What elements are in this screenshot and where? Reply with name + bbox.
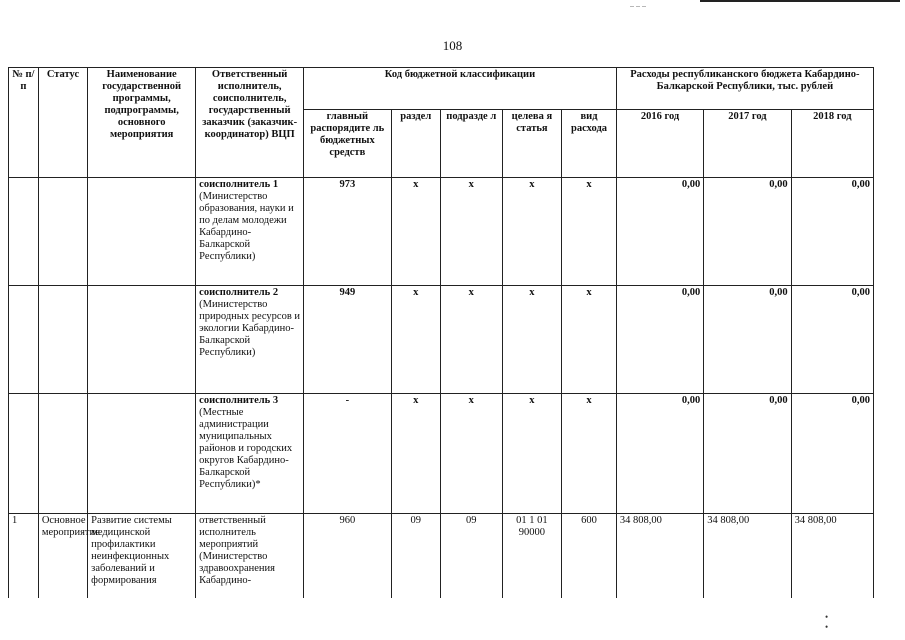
cell-grbs: 960 [304, 514, 391, 598]
col-num-header: № п/п [9, 68, 39, 178]
cell-name: Развитие системы медицинской профилактики неинфекционных заболеваний и формирования [88, 514, 196, 598]
cell-num: 1 [9, 514, 39, 598]
page-number: 108 [442, 38, 463, 53]
budget-code-header: Код бюджетной классификации [304, 68, 617, 110]
cell-kind: x [562, 178, 617, 286]
cell-section: 09 [391, 514, 440, 598]
cell-2017: 0,00 [704, 178, 791, 286]
cell-2016: 0,00 [616, 286, 703, 394]
cell-subsection: x [440, 286, 502, 394]
cell-responsible [196, 514, 304, 598]
cell-target: x [502, 178, 562, 286]
cell-name [88, 286, 196, 394]
scan-line [700, 0, 900, 2]
cell-2017: 0,00 [704, 394, 791, 514]
resp-body: (Министерство природных ресурсов и экологии Кабардино-Балкарской Республики) [199, 299, 301, 358]
cell-kind: x [562, 286, 617, 394]
col-2017-header: 2017 год [704, 110, 791, 178]
col-grbs-header: главный распорядите ль бюджетных средств [304, 110, 391, 178]
cell-target: x [502, 394, 562, 514]
cell-2016: 0,00 [616, 394, 703, 514]
cell-grbs: - [304, 394, 391, 514]
cell-status [38, 394, 87, 514]
table-row [9, 394, 874, 514]
table-row [9, 286, 874, 394]
cell-target: 01 1 01 90000 [502, 514, 562, 598]
cell-subsection: x [440, 394, 502, 514]
col-responsible-header: Ответственный исполнитель, соисполнитель, государственный заказчик (заказчик-координатор) ВЦП [196, 68, 304, 178]
cell-2018: 0,00 [791, 178, 873, 286]
cell-subsection: x [440, 178, 502, 286]
header-row-1 [9, 68, 874, 110]
cell-responsible [196, 286, 304, 394]
cell-2017: 0,00 [704, 286, 791, 394]
cell-2018: 0,00 [791, 394, 873, 514]
cell-responsible [196, 178, 304, 286]
cell-kind: x [562, 394, 617, 514]
resp-body: (Местные администрации муниципальных районов и городских округов Кабардино-Балкарской Республики)* [199, 407, 293, 490]
table-row [9, 514, 874, 598]
cell-section: x [391, 178, 440, 286]
table-row [9, 178, 874, 286]
cell-2018: 0,00 [791, 286, 873, 394]
col-name-header: Наименование государственной программы, подпрограммы, основного мероприятия [88, 68, 196, 178]
cell-responsible [196, 394, 304, 514]
cell-section: x [391, 394, 440, 514]
expenses-header: Расходы республиканского бюджета Кабардино-Балкарской Республики, тыс. рублей [616, 68, 873, 110]
resp-title: соисполнитель 3 [199, 395, 279, 406]
col-2016-header: 2016 год [616, 110, 703, 178]
resp-title: соисполнитель 2 [199, 287, 279, 298]
resp-body: ответственный исполнитель мероприятий (Министерство здравоохранения Кабардино- [199, 515, 275, 586]
col-section-header: раздел [391, 110, 440, 178]
resp-title: соисполнитель 1 [199, 179, 279, 190]
cell-num [9, 178, 39, 286]
col-status-header: Статус [38, 68, 87, 178]
cell-num [9, 394, 39, 514]
cell-status [38, 286, 87, 394]
cell-grbs: 949 [304, 286, 391, 394]
cell-subsection: 09 [440, 514, 502, 598]
resp-body: (Министерство образования, науки и по делам молодежи Кабардино-Балкарской Республики) [199, 191, 294, 262]
cell-num [9, 286, 39, 394]
cell-status: Основное мероприятие [38, 514, 87, 598]
cell-section: x [391, 286, 440, 394]
cell-2018: 34 808,00 [791, 514, 873, 598]
col-kind-header: вид расхода [562, 110, 617, 178]
budget-table [8, 67, 874, 598]
col-subsection-header: подразде л [440, 110, 502, 178]
cell-name [88, 178, 196, 286]
cell-kind: 600 [562, 514, 617, 598]
cell-2017: 34 808,00 [704, 514, 791, 598]
col-2018-header: 2018 год [791, 110, 873, 178]
scan-mark: .. .. .. [630, 0, 646, 9]
cell-status [38, 178, 87, 286]
cell-grbs: 973 [304, 178, 391, 286]
cell-2016: 34 808,00 [616, 514, 703, 598]
scan-mark: • • [825, 612, 859, 632]
cell-target: x [502, 286, 562, 394]
col-target-header: целева я статья [502, 110, 562, 178]
cell-name [88, 394, 196, 514]
cell-2016: 0,00 [616, 178, 703, 286]
